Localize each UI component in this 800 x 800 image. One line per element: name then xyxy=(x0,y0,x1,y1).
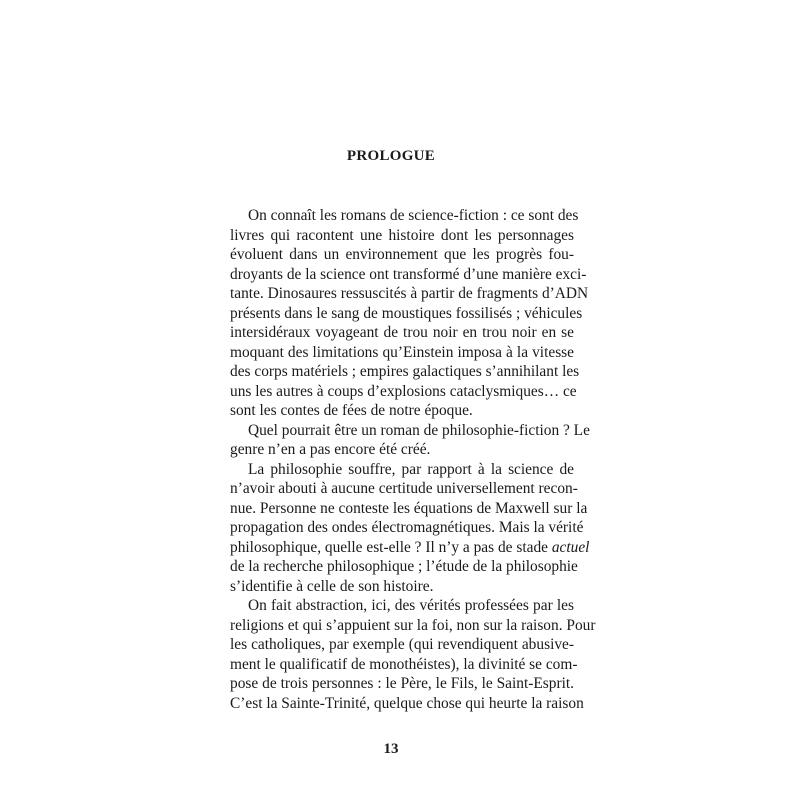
text-line: s’identifie à celle de son histoire. xyxy=(230,577,434,595)
text-line: droyants de la science ont transformé d’une manière exci- xyxy=(230,265,587,283)
text-line: livres qui racontent une histoire dont les personnages xyxy=(230,226,574,244)
text-line: ment le qualificatif de monothéistes), la divinité se com- xyxy=(230,655,578,673)
text-line: On connaît les romans de science-fiction : ce sont des xyxy=(248,207,579,224)
text-line: propagation des ondes électromagnétiques. Mais la vérité xyxy=(230,519,584,536)
body-text xyxy=(210,206,596,713)
text-line: genre n’en a pas encore été créé. xyxy=(230,441,431,458)
paragraph-1 xyxy=(210,206,589,421)
text-line: pose de trois personnes : le Père, le Fils, le Saint-Esprit. xyxy=(230,675,574,692)
text-line: La philosophie souffre, par rapport à la science de xyxy=(248,460,574,478)
text-line: n’avoir abouti à aucune certitude universellement recon- xyxy=(230,480,578,497)
text-line: tante. Dinosaures ressuscités à partir de fragments d’ADN xyxy=(230,285,589,302)
text-line: évoluent dans un environnement que les progrès fou- xyxy=(230,246,574,263)
page-title: PROLOGUE xyxy=(346,148,436,164)
text-line: les catholiques, par exemple (qui revendiquent abusive- xyxy=(230,636,574,653)
text-line: sont les contes de fées de notre époque. xyxy=(230,402,473,419)
italic-word: actuel xyxy=(551,538,590,556)
text-line xyxy=(210,538,590,558)
text-line: C’est la Sainte-Trinité, quelque chose qui heurte la raison xyxy=(230,694,584,712)
page-number: 13 xyxy=(383,741,399,757)
text-line: On fait abstraction, ici, des vérités professées par les xyxy=(248,597,574,614)
paragraph-4 xyxy=(210,596,596,713)
text-line: religions et qui s’appuient sur la foi, non sur la raison. Pour xyxy=(230,616,596,634)
paragraph-2 xyxy=(210,421,590,460)
text-line: moquant des limitations qu’Einstein imposa à la vitesse xyxy=(230,343,574,361)
text-line: intersidéraux voyageant de trou noir en trou noir en se xyxy=(230,324,574,341)
text-line: uns les autres à coups d’explosions cataclysmiques… ce xyxy=(230,382,577,400)
text-line: présents dans le sang de moustiques fossilisés ; véhicules xyxy=(230,304,583,322)
paragraph-3 xyxy=(210,460,590,597)
text-line: de la recherche philosophique ; l’étude de la philosophie xyxy=(230,558,578,575)
text-line: Quel pourrait être un roman de philosophie-fiction ? Le xyxy=(248,421,590,439)
text-line: des corps matériels ; empires galactiques s’annihilant les xyxy=(230,363,580,380)
text-line-segment: philosophique, quelle est-elle ? Il n’y a pas de stade xyxy=(230,538,548,556)
text-line: nue. Personne ne conteste les équations de Maxwell sur la xyxy=(230,499,588,517)
